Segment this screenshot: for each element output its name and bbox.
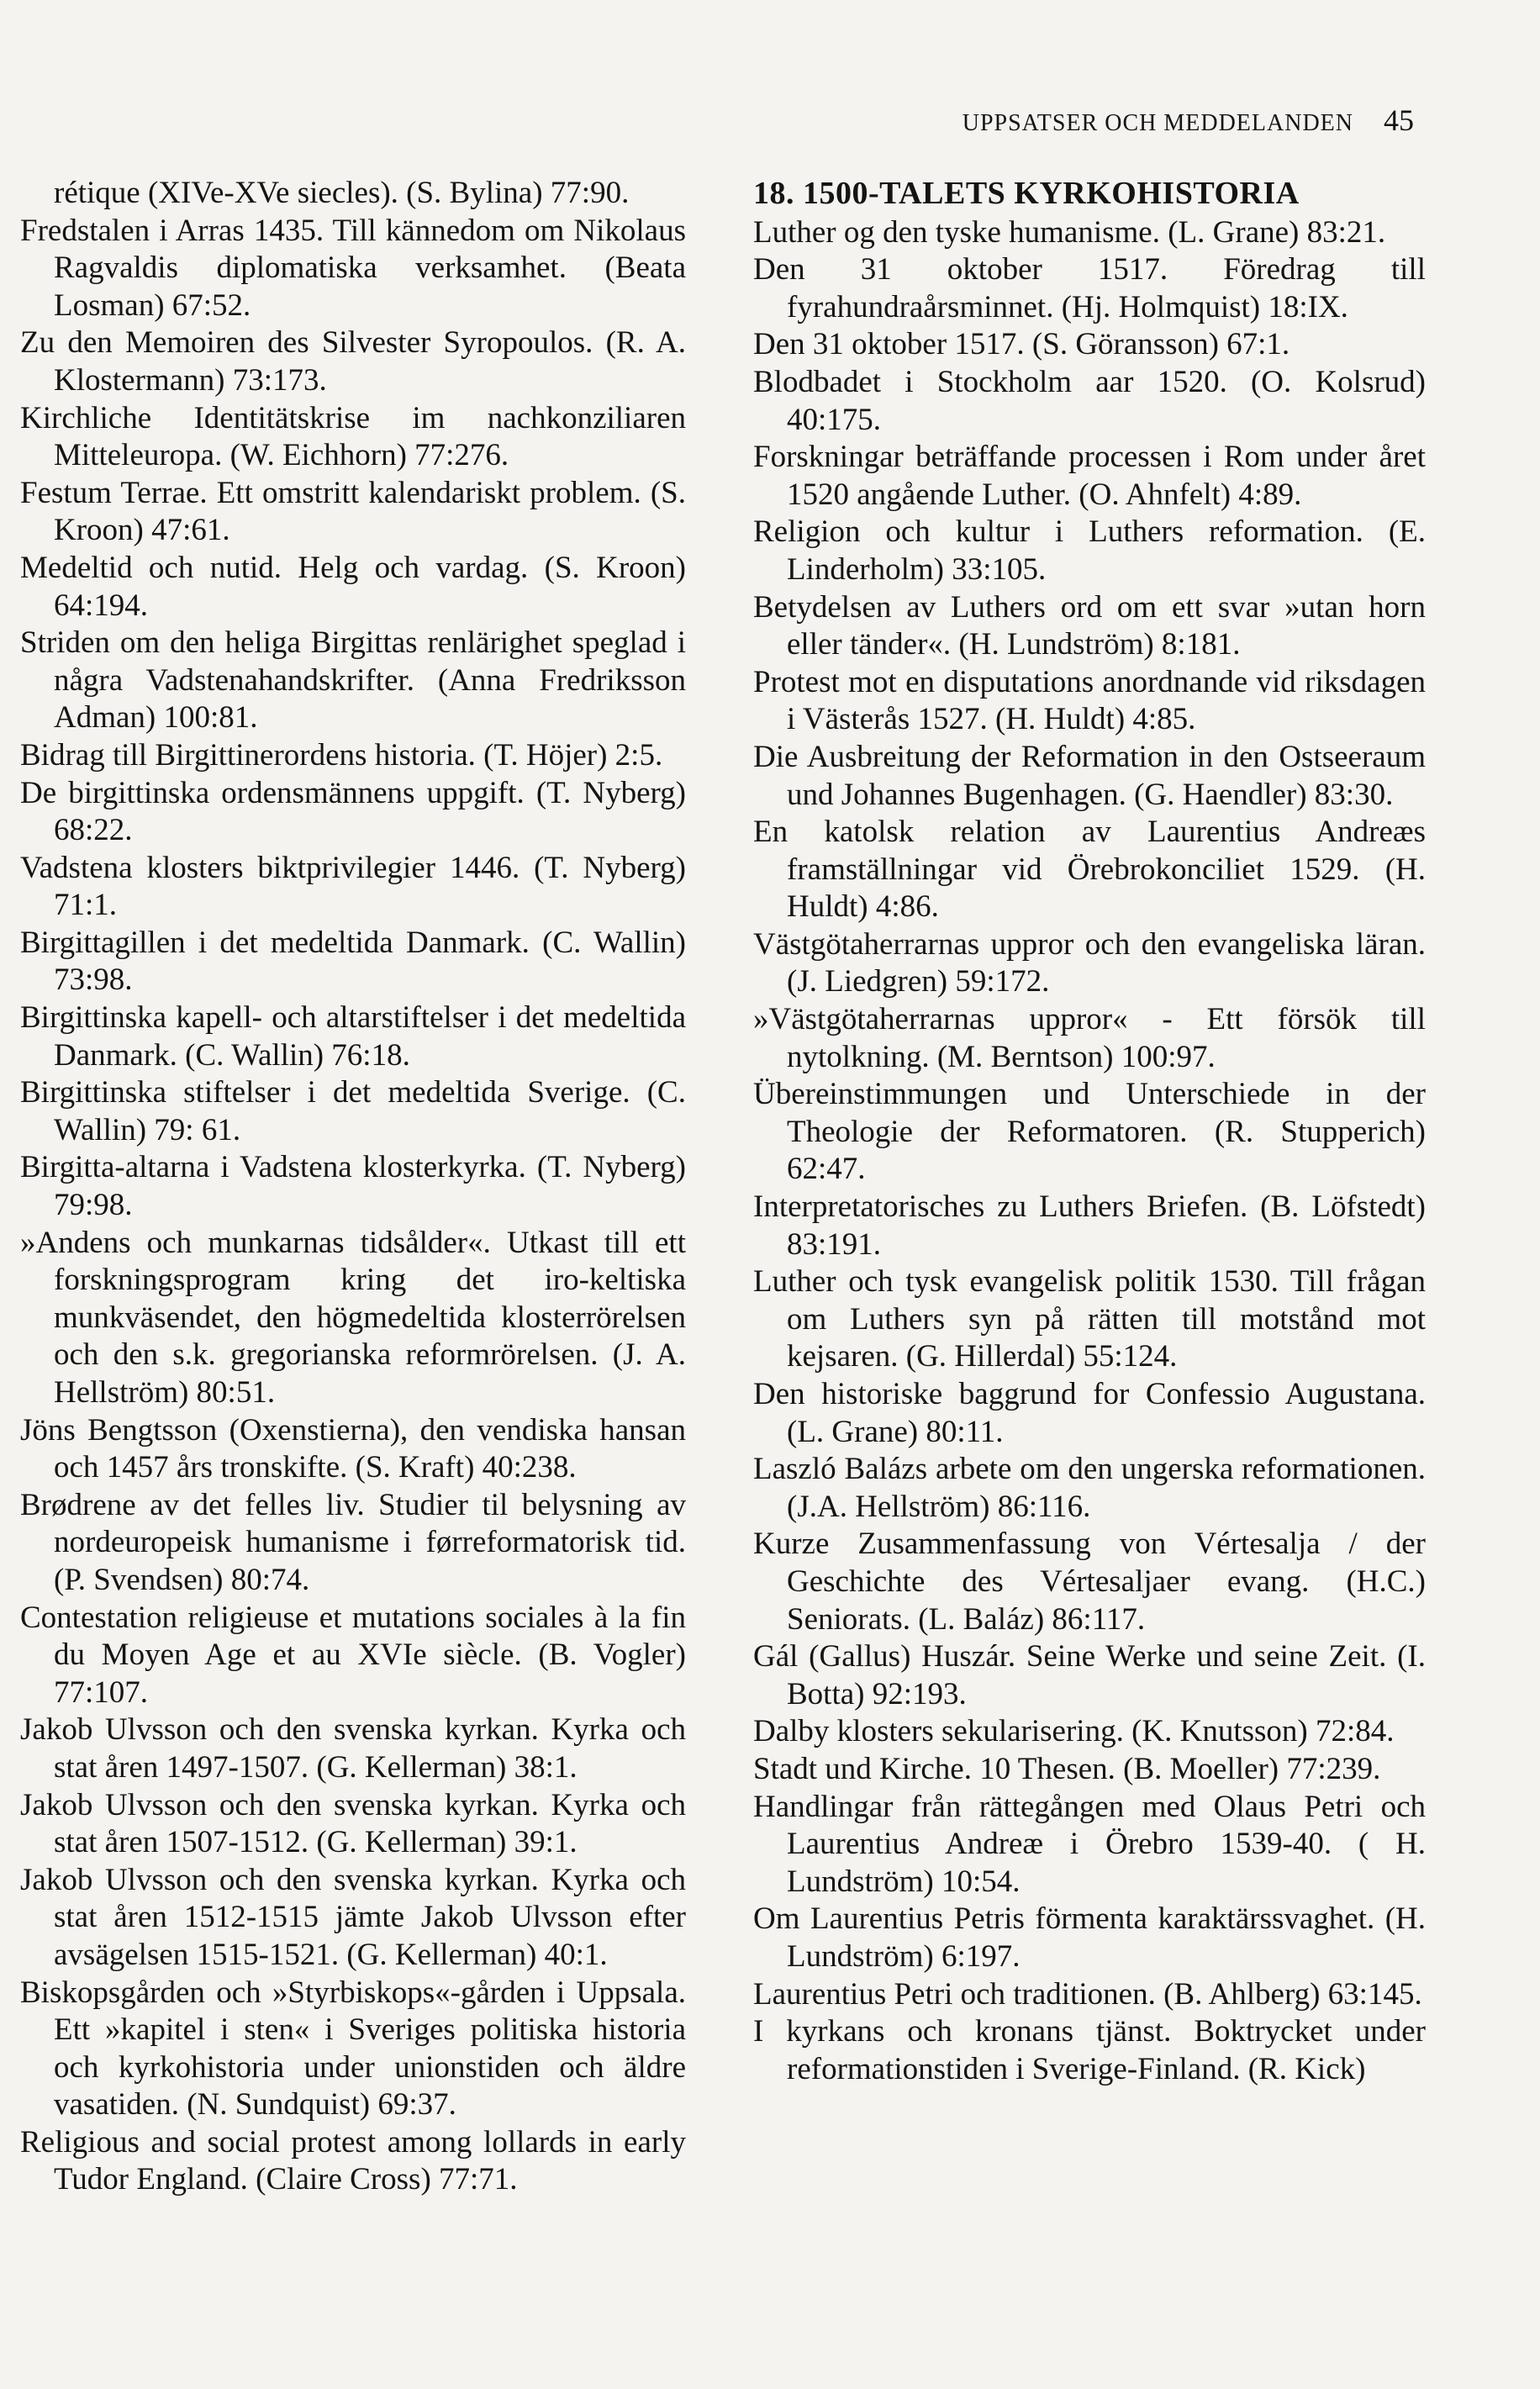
bibliography-entry: Laurentius Petri och traditionen. (B. Ahlberg) 63:145. [753, 1976, 1422, 2012]
page-number: 45 [1384, 103, 1414, 137]
bibliography-entry: Betydelsen av Luthers ord om ett svar »utan horn eller tänder«. (H. Lundström) 8:181. [753, 589, 1426, 662]
bibliography-entry: Interpretatorisches zu Luthers Briefen. (B. Löfstedt) 83:191. [753, 1189, 1426, 1262]
bibliography-entry: Den historiske baggrund for Confessio Augustana. (L. Grane) 80:11. [753, 1377, 1426, 1449]
bibliography-entry: Forskningar beträffande processen i Rom under året 1520 angående Luther. (O. Ahnfelt) 4:89. [753, 440, 1426, 512]
bibliography-entry: Luther og den tyske humanisme. (L. Grane) 83:21. [753, 214, 1386, 250]
bibliography-entry: Kurze Zusammenfassung von Vértesalja / der Geschichte des Vértesaljaer evang. (H.C.) Seniorats. (L. Baláz) 86:117. [753, 1527, 1426, 1637]
bibliography-entry: Medeltid och nutid. Helg och vardag. (S. Kroon) 64:194. [20, 550, 686, 623]
running-head [962, 103, 1414, 138]
bibliography-entry: Stadt und Kirche. 10 Thesen. (B. Moeller) 77:239. [753, 1751, 1381, 1786]
bibliography-entry: Bidrag till Birgittinerordens historia. (T. Höjer) 2:5. [20, 737, 663, 773]
bibliography-entry: Striden om den heliga Birgittas renlärighet speglad i några Vadstenahandskrifter. (Anna Fredriksson Adman) 100:81. [20, 625, 686, 736]
bibliography-entry: Biskopsgården och »Styrbiskops«-gården i Uppsala. Ett »kapitel i sten« i Sveriges politiska historia och kyrkohistoria under unionstiden och äldre vasatiden. (N. Sundquist) 69:37. [20, 1975, 686, 2123]
bibliography-entry: Die Ausbreitung der Reformation in den Ostseeraum und Johannes Bugenhagen. (G. Haendler) 83:30. [753, 739, 1426, 812]
bibliography-entry: Jakob Ulvsson och den svenska kyrkan. Kyrka och stat åren 1512-1515 jämte Jakob Ulvsson efter avsägelsen 1515-1521. (G. Kellerman) 40:1. [20, 1862, 686, 1972]
bibliography-entry: Västgötaherrarnas uppror och den evangeliska läran. (J. Liedgren) 59:172. [753, 926, 1426, 999]
bibliography-entry: De birgittinska ordensmännens uppgift. (T. Nyberg) 68:22. [20, 775, 686, 848]
bibliography-entry: Birgittinska kapell- och altarstiftelser i det medeltida Danmark. (C. Wallin) 76:18. [20, 1000, 686, 1073]
bibliography-entry: Handlingar från rättegången med Olaus Petri och Laurentius Andreæ i Örebro 1539-40. ( H. Lundström) 10:54. [753, 1789, 1426, 1899]
bibliography-entry: Dalby klosters sekularisering. (K. Knutsson) 72:84. [753, 1714, 1395, 1749]
bibliography-entry: Contestation religieuse et mutations sociales à la fin du Moyen Age et au XVIe siècle. (B. Vogler) 77:107. [20, 1600, 686, 1710]
bibliography-entry: Jakob Ulvsson och den svenska kyrkan. Kyrka och stat åren 1507-1512. (G. Kellerman) 39:1. [20, 1787, 686, 1860]
bibliography-entry: Übereinstimmungen und Unterschiede in der Theologie der Reformatoren. (R. Stupperich) 62:47. [753, 1077, 1426, 1187]
bibliography-entry: Jöns Bengtsson (Oxenstierna), den vendiska hansan och 1457 års tronskifte. (S. Kraft) 40:238. [20, 1412, 686, 1485]
bibliography-entry: Birgittinska stiftelser i det medeltida Sverige. (C. Wallin) 79: 61. [20, 1075, 686, 1147]
bibliography-entry: Vadstena klosters biktprivilegier 1446. (T. Nyberg) 71:1. [20, 850, 686, 923]
bibliography-entry: Den 31 oktober 1517. Föredrag till fyrahundraårsminnet. (Hj. Holmquist) 18:IX. [753, 252, 1426, 324]
bibliography-entry: Blodbadet i Stockholm aar 1520. (O. Kolsrud) 40:175. [753, 364, 1426, 437]
bibliography-entry: Luther och tysk evangelisk politik 1530. Till frågan om Luthers syn på rätten till motstånd mot kejsaren. (G. Hillerdal) 55:124. [753, 1264, 1426, 1374]
bibliography-entry: Om Laurentius Petris förmenta karaktärssvaghet. (H. Lundström) 6:197. [753, 1901, 1426, 1974]
bibliography-entry: Fredstalen i Arras 1435. Till kännedom om Nikolaus Ragvaldis diplomatiska verksamhet. (Beata Losman) 67:52. [20, 213, 686, 323]
bibliography-entry: rétique (XIVe-XVe siecles). (S. Bylina) 77:90. [54, 176, 630, 210]
section-heading: 18. 1500-TALETS KYRKOHISTORIA [753, 176, 1300, 211]
bibliography-entry: Birgittagillen i det medeltida Danmark. (C. Wallin) 73:98. [20, 925, 686, 998]
bibliography-entry: Jakob Ulvsson och den svenska kyrkan. Kyrka och stat åren 1497-1507. (G. Kellerman) 38:1. [20, 1712, 686, 1785]
bibliography-entry: Birgitta-altarna i Vadstena klosterkyrka. (T. Nyberg) 79:98. [20, 1150, 686, 1223]
bibliography-entry: Zu den Memoiren des Silvester Syropoulos. (R. A. Klostermann) 73:173. [20, 325, 686, 398]
bibliography-entry: Protest mot en disputations anordnande vid riksdagen i Västerås 1527. (H. Huldt) 4:85. [753, 664, 1426, 737]
running-title: UPPSATSER OCH MEDDELANDEN [962, 110, 1353, 136]
bibliography-entry: Religion och kultur i Luthers reformation. (E. Linderholm) 33:105. [753, 514, 1426, 587]
bibliography-entry: Brødrene av det felles liv. Studier til belysning av nordeuropeisk humanisme i førreformatorisk tid. (P. Svendsen) 80:74. [20, 1487, 686, 1597]
bibliography-entry: I kyrkans och kronans tjänst. Boktrycket under reformationstiden i Sverige-Finland. (R. Kick) [753, 2014, 1426, 2086]
bibliography-entry: Kirchliche Identitätskrise im nachkonziliaren Mitteleuropa. (W. Eichhorn) 77:276. [20, 400, 686, 473]
left-column [20, 175, 686, 2199]
bibliography-entry: Laszló Balázs arbete om den ungerska reformationen. (J.A. Hellström) 86:116. [753, 1452, 1426, 1524]
bibliography-entry: »Andens och munkarnas tidsålder«. Utkast till ett forskningsprogram kring det iro-keltiska munkväsendet, den högmedeltida klosterrörelsen och den s.k. gregorianska reformrörelsen. (J. A. Hellström) 80:51. [20, 1225, 686, 1410]
bibliography-entry: Religious and social protest among lollards in early Tudor England. (Claire Cross) 77:71. [20, 2124, 686, 2197]
bibliography-entry: Den 31 oktober 1517. (S. Göransson) 67:1. [753, 327, 1290, 362]
bibliography-entry: En katolsk relation av Laurentius Andreæs framställningar vid Örebrokonciliet 1529. (H. Huldt) 4:86. [753, 815, 1426, 925]
bibliography-entry: Gál (Gallus) Huszár. Seine Werke und seine Zeit. (I. Botta) 92:193. [753, 1639, 1426, 1711]
right-column [753, 175, 1426, 2088]
bibliography-entry: »Västgötaherrarnas uppror« - Ett försök till nytolkning. (M. Berntson) 100:97. [753, 1002, 1426, 1074]
bibliography-entry: Festum Terrae. Ett omstritt kalendariskt problem. (S. Kroon) 47:61. [20, 475, 686, 548]
